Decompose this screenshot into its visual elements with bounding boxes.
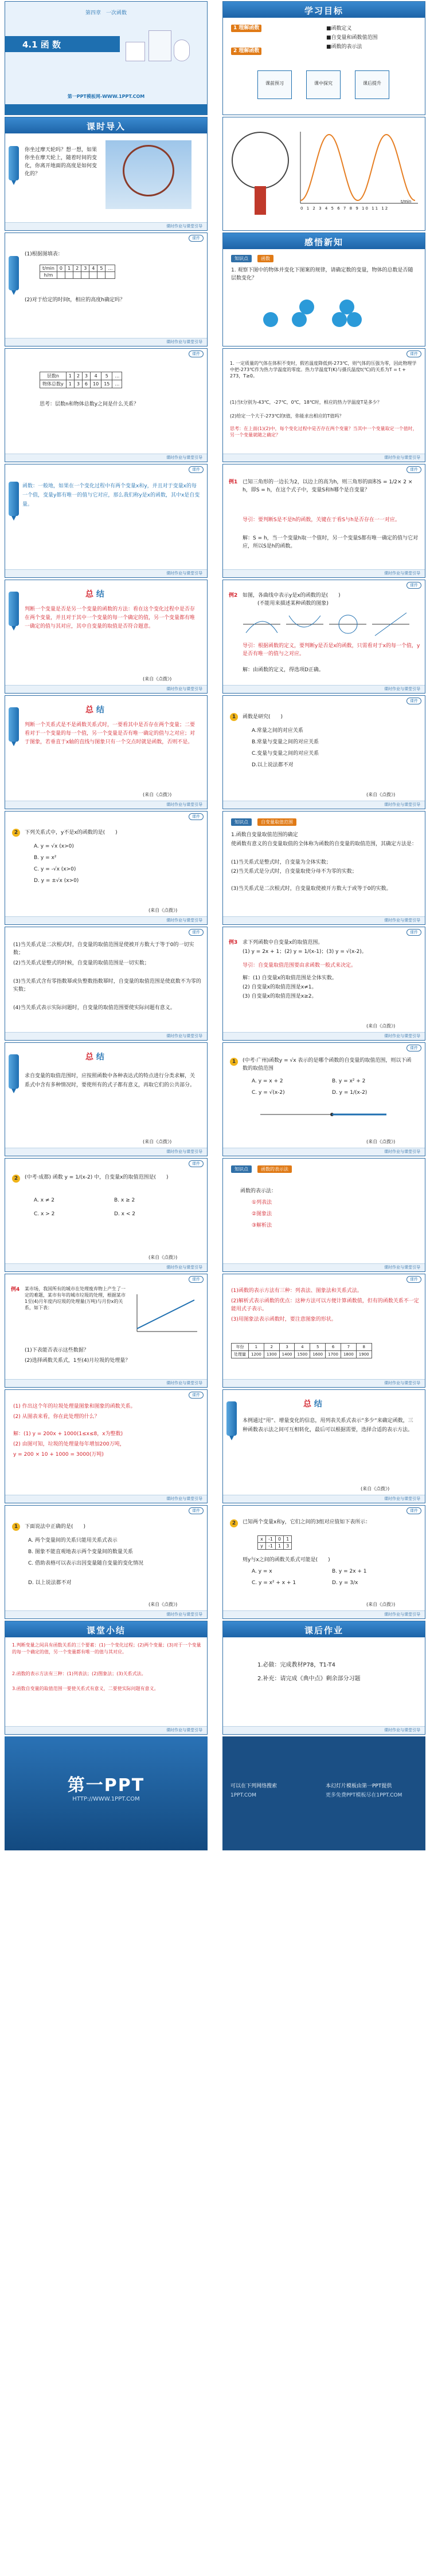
slide-28[interactable]: 课件 1 下面说法中正确的是( ) A. 两个变量间的关系只能用关系式表示 B. 图象不能直观地表示两个变量间的数量关系 C. 借助表格可以表示出因变量随自变量的变化情况 D. 以上说法都不对 (来自《点拨》) 课时作业与课堂引导: [5, 1505, 208, 1619]
trash-table: 年份 1 2 3 4 5 6 7 8 处理量 1200 1300 1400 1500 1600 1700 1800 1900: [231, 1343, 372, 1358]
slide-26[interactable]: 课件 (1) 作出这个年的垃圾处理量图象和图象的函数关系。 (2) 从图表来看，你在此处理的什么？ 解：(1) y = 200x + 1000(1≤x≤8，x为整数) (2) 由图可知，垃圾的处理量每年增加200万吨， y = 200 × 10 + 1000 = 3000(万吨) 课时作业与课堂引导: [5, 1389, 208, 1503]
source-note: (来自《点拨》): [366, 1139, 396, 1144]
option-d[interactable]: D. 以上说法都不对: [28, 1580, 72, 1586]
option-d[interactable]: D. x < 2: [114, 1211, 135, 1217]
info-slide: [222, 1736, 425, 1850]
tag-topic: 函数的表示法: [257, 1165, 292, 1173]
summary-title: 总 结: [85, 590, 104, 599]
solution-3: 解：(1) y = 200x + 1000(1≤x≤8，x为整数): [13, 1431, 123, 1437]
example-guide: 导引：要判断S是不是h的函数，关键在于看S与h是否存在一一对应。: [243, 517, 400, 523]
option-c[interactable]: C. y = √(x-2): [252, 1090, 285, 1096]
function-definition: 函数：一般地，如果在一个变化过程中有两个变量x和y，并且对于变量x的每一个值，变量y都有唯一的值与它对应，那么我们称y是x的函数，其中x是自变量。: [22, 483, 200, 507]
option-d[interactable]: D. y = ±√x (x>0): [34, 878, 79, 884]
solution-4: (2) 由图可知，垃圾的处理量每年增加200万吨，: [13, 1441, 125, 1447]
source-note: (来自《点拨》): [361, 1486, 390, 1491]
question-text: (中考·成都) 函数 y = 1/(x-2) 中，自变量x的取值范围是( ): [25, 1175, 169, 1180]
tag-knowledge: 知识点: [231, 1165, 252, 1173]
question-number: 2: [230, 1519, 238, 1527]
slide-31[interactable]: 课后作业 1.必做：完成教材P78，T1-T4 2.补充：请完成《典中点》剩余部分习题 课时作业与课堂引导: [222, 1621, 425, 1735]
homework-1: 1.必做：完成教材P78，T1-T4: [257, 1662, 335, 1668]
example-q2: (2)选择函数关系式，1至(4)月垃圾的处理量？: [25, 1358, 131, 1364]
box-3: 课后提升: [355, 70, 389, 99]
goal-item-2: ■自变量和函数值范围: [326, 35, 378, 41]
header-title: 感悟新知: [304, 237, 343, 247]
source-note: (来自《点拨》): [148, 908, 178, 913]
slide-27[interactable]: 总 结 本例通过“用”、增量变化的信息，用列表关系式表示“多少“来确定函数，三种函数表示法之间可互相转化，最后可以根据需要，选择合适的表示方法。 (来自《点拨》) 课时作业与课堂引导: [222, 1389, 425, 1503]
header-title: 课堂小结: [86, 1625, 126, 1636]
repr-3: ③解析法: [252, 1223, 272, 1228]
example-solution: 解：S = h，当一个变量h取一个值时，另一个变量S都有唯一确定的值与它对应，所以S是h的函数。: [243, 535, 419, 549]
summary-2: 2.函数的表示方法有三种：(1)列表法；(2)图象法；(3)关系式法。: [12, 1671, 146, 1676]
x-ticks: 0 1 2 3 4 5 6 7 8 9 10 11 12: [300, 206, 389, 211]
logs-illustration: [263, 289, 389, 329]
trash-bar-figure: [131, 1291, 200, 1337]
option-b[interactable]: B. x ≥ 2: [114, 1198, 135, 1203]
example-guide: 导引：自变量取值范围要由求函数一般式来决定。: [243, 963, 357, 968]
range-line-5: (3)当关系式是二次根式时，自变量取使被开方数大于或等于0的实数。: [231, 886, 392, 892]
tag-topic: 自变量取值范围: [257, 818, 296, 826]
slide-18[interactable]: 课件 (1)当关系式是二次根式时，自变量的取值范围是使被开方数大于等于0的一切实数； (2)当关系式是整式的时候，自变量的取值范围是一切实数； (3)当关系式含有零指数幂或负整数指数幂时，自变量的取值范围是使底数不为零的实数； (4)当关系式表示实际问题时，自变量的取值范围要使实际问题有意义。 课时作业与课堂引导: [5, 927, 208, 1041]
chapter-label: 第四章 一次函数: [85, 10, 127, 16]
temp-thinking: 思考：在上面(1)(2)中，每个变化过程中是否存在两个变量？当其中一个变量取定一个值时，另一个变量就随之确定？: [230, 426, 417, 438]
example-text: 某市场，我国所有的城市在处理废弃物上产生了一定的难题，某市有年的城市垃圾的处理，根据某市1至(4)月年度内垃圾的处理量(万吨)与月份x的关系，如下表：: [25, 1286, 126, 1310]
example-caption: (不能用来描述某种函数的图象): [257, 601, 329, 606]
summary-title: 总 结: [85, 1053, 104, 1062]
solution-5: y = 200 × 10 + 1000 = 3000(万吨): [13, 1452, 104, 1458]
tag-topic: 函数: [257, 255, 273, 262]
slide-3[interactable]: 课时导入 你坐过摩天轮吗？想一想，如果你坐在摩天轮上，随着时间的变化，你离开地面的高度是如何变化的？ 课时作业与课堂引导: [5, 117, 208, 231]
header-title: 学习目标: [304, 6, 343, 16]
question-number: 1: [12, 1523, 20, 1531]
summary-3: 3.函数自变量的取值范围一要使关系式有意义，二要使实际问题有意义。: [12, 1686, 159, 1691]
cubes-illustration: [120, 25, 194, 70]
axis-label: t/min: [401, 199, 412, 204]
pen-icon: [9, 1054, 19, 1089]
solution-2: (2) 从图表来看，你在此处理的什么？: [13, 1414, 100, 1420]
slide-6[interactable]: 课件 (1)根据图填表： t/min 0 1 2 3 4 5 … h/m (2)对于给定的时间t，相应的高度h确定吗？ 课时作业与课堂引导: [5, 233, 208, 346]
example-line-1: 求下列函数中自变量x的取值范围。: [243, 940, 323, 946]
header-title: 课后作业: [304, 1625, 343, 1636]
question-text: 下列关系式中，y不是x的函数的是( ): [25, 830, 118, 836]
option-b[interactable]: B.常量与变量之间的对应关系: [252, 739, 319, 745]
option-c[interactable]: C.变量与变量之间的对应关系: [252, 751, 319, 757]
header-bar: [5, 1621, 207, 1637]
option-a[interactable]: A.常量之间的对应关系: [252, 728, 303, 734]
question-number: 1: [230, 1058, 238, 1066]
option-c[interactable]: C. y = -√x (x>0): [34, 866, 76, 872]
goal-item-3: ■函数的表示法: [326, 44, 362, 50]
slide-8[interactable]: 课件 层数n 1 2 3 4 5 … 物体总数y 1 3 6 10 15 … 思考：层数n和物体总数y之间是什么关系？ 课时作业与课堂引导: [5, 348, 208, 462]
summary-title: 总 结: [303, 1400, 322, 1409]
question-text: (中考·广州)函数y = √x 表示的是哪个函数的自变量的取值范围，则以下函数的取值范围: [243, 1058, 412, 1072]
question-number: 2: [12, 829, 20, 837]
option-a[interactable]: A. x ≠ 2: [34, 1198, 55, 1203]
sub-question: 则y与x之间的函数关系式可能是( ): [243, 1557, 330, 1563]
brand-text: 第一PPT模板网-WWW.1PPT.COM: [67, 94, 145, 99]
rule-4: (4)当关系式表示实际问题时，自变量的取值范围要使实际问题有意义。: [13, 1005, 175, 1011]
option-b[interactable]: B. y = 2x + 1: [332, 1569, 367, 1574]
question-text: 下面说法中正确的是( ): [25, 1524, 86, 1530]
header-bar: [223, 233, 425, 249]
slide-21[interactable]: 课件 1 (中考·广州)函数y = √x 表示的是哪个函数的自变量的取值范围，则以下函数的取值范围 A. y = x + 2 B. y = x² + 2 C. y = √(x-2) D. y = 1/(x-2) (来自《点拨》) 课时作业与课堂引导: [222, 1042, 425, 1156]
summary-text: 判断一个关系式是不是函数关系式时，一要看其中是否存在两个变量；二要看对于一个变量的每一个值，另一个变量是否有唯一确定的值与之对应；对于图象，若垂直于x轴的直线与图象只有一个交点时就是函数，否则不是。: [25, 722, 196, 745]
example-solution: 解：由函数的定义，得选项D正确。: [243, 667, 324, 673]
goal-item-1: ■函数定义: [326, 26, 352, 31]
slide-30[interactable]: 课堂小结 1.判断变量之间具有函数关系的三个要素：(1)一个变化过程；(2)两个变量；(3)对于一个变量的每一个确定的值，另一个变量都有唯一的值与其对应。 2.函数的表示方法有三种：(1)列表法；(2)图象法；(3)关系式法。 3.函数自变量的取值范围一要使关系式有意义，二要使实际问题有意义。 课时作业与课堂引导: [5, 1621, 208, 1735]
slide-25[interactable]: 课件 (1)函数的表示方法有三种：列表法、图象法和关系式法。 (2)解析式表示函数的优点：这种方法可以方便计算函数值，但有的函数关系不一定能用式子表示。 (3)用图象法表示函数时，要注意图象的形状。 年份 1 2 3 4 5 6 7 8 处理量 1200 1300 1400 1500 1600 1700 1800 1900 课时作业与课堂引导: [222, 1274, 425, 1388]
slide-12[interactable]: 课件 例2 如图，各曲线中表示y是x的函数的是( ) (不能用来描述某种函数的图象) 导引：根据函数的定义，要判断y是否是x的函数，只需看对于x的每一个值，y是否有唯一的值与之对应。 解：由函数的定义，得选项D正确。 课时作业与课堂引导: [222, 580, 425, 694]
example-question: 如图，各曲线中表示y是x的函数的是( ): [243, 593, 341, 598]
option-b[interactable]: B. 图象不能直观地表示两个变量间的数量关系: [28, 1549, 133, 1555]
source-note: (来自《点拨》): [366, 1602, 396, 1607]
option-c[interactable]: C. x > 2: [34, 1211, 55, 1217]
option-c[interactable]: C. y = x² + x + 1: [252, 1580, 296, 1586]
pen-icon: [9, 256, 19, 290]
box-1: 课前预习: [257, 70, 292, 99]
example-q1: (1)下表能否表示这些数据？: [25, 1348, 89, 1353]
option-d[interactable]: D. y = 1/(x-2): [332, 1090, 368, 1096]
brand-slide: [5, 1736, 208, 1850]
range-line-4: (2)当关系式是分式时，自变量取使分母不为零的实数；: [231, 869, 357, 875]
option-b[interactable]: B. y = x²: [34, 855, 57, 861]
right-info-2: 更多免费PPT模板尽在1PPT.COM: [326, 1793, 402, 1798]
example-line-2: (1) y = 2x + 1；(2) y = 1/(x-1)；(3) y = √(x-2)。: [243, 949, 367, 955]
note-1: (1)函数的表示方法有三种：列表法、图象法和关系式法。: [231, 1288, 362, 1294]
example-sol-3: (3) 自变量x的取值范围是x≥2。: [243, 994, 317, 999]
header-bar: [5, 117, 207, 133]
slide-10[interactable]: 课件 函数：一般地，如果在一个变化过程中有两个变量x和y，并且对于变量x的每一个值，变量y都有唯一的值与它对应，那么我们称y是x的函数，其中x是自变量。 课时作业与课堂引导: [5, 464, 208, 578]
rule-2: (2)当关系式是整式的时候，自变量的取值范围是一切实数；: [13, 960, 150, 966]
slide-23[interactable]: 知识点 函数的表示法 函数的表示法： ①列表法 ②图象法 ③解析法 课时作业与课堂引导: [222, 1158, 425, 1272]
option-a[interactable]: A. y = x + 2: [252, 1078, 283, 1084]
source-note: (来自《点拨》): [148, 1255, 178, 1260]
left-info-2: 1PPT.COM: [230, 1793, 257, 1798]
slide-4[interactable]: [222, 117, 425, 231]
box-2: 课中探究: [306, 70, 341, 99]
example-tag: 例3: [229, 940, 238, 946]
header-bar: [223, 2, 425, 18]
tag-knowledge: 知识点: [231, 255, 252, 262]
pen-icon: [9, 707, 19, 742]
slide-24[interactable]: 课件 例4 某市场，我国所有的城市在处理废弃物上产生了一定的难题，某市有年的城市垃圾的处理，根据某市1至(4)月年度内垃圾的处理量(万吨)与月份x的关系，如下表： (1)下表能否表示这些数据？ (2)选择函数关系式，1至(4)月垃圾的处理量？ 课时作业与课堂引导: [5, 1274, 208, 1388]
pen-icon: [9, 592, 19, 626]
slide-17[interactable]: 知识点 自变量取值范围 1.函数自变量取值范围的确定 使函数有意义的自变量取值的全体称为函数的自变量的取值范围，其确定方法是： (1)当关系式是整式时，自变量为全体实数； (2)当关系式是分式时，自变量取使分母不为零的实数； (3)当关系式是二次根式时，自变量取使被开方数大于或等于0的实数。 课时作业与课堂引导: [222, 811, 425, 925]
goal1-chip: 1 理解函数: [231, 25, 261, 32]
brand-url: HTTP://WWW.1PPT.COM: [72, 1796, 140, 1802]
slide-16[interactable]: 课件 2 下列关系式中，y不是x的函数的是( ) A. y = √x (x>0) B. y = x² C. y = -√x (x>0) D. y = ±√x (x>0) (来自《点拨》) 课时作业与课堂引导: [5, 811, 208, 925]
example-line-1: 已知三角形的一边长为2，以边上的高为h，则三角形的面积S = 1/2× 2 × h，即S = h，在这个式子中，变量S和h哪个是自变量？: [243, 479, 413, 493]
option-d[interactable]: D.以上说法都不对: [252, 762, 294, 768]
layer-table: 层数n 1 2 3 4 5 … 物体总数y 1 3 6 10 15 …: [40, 372, 122, 388]
summary-text: 本例通过“用”、增量变化的信息，用列表关系式表示“多少“来确定函数，三种函数表示法之间可互相转化，最后可以根据需要，选择合适的表示方法。: [243, 1418, 413, 1433]
slide-9[interactable]: 课件 1. 一定质量的气体在体积不变时，假若温度降低到-273℃，则气体的压强为零，因此物理学中把-273℃作为热力学温度的零度。热力学温度T(K)与摄氏温度t(℃)的关系为T = t + 273，T≥0。 (1)当t分别为-43℃，-27℃，0℃，18℃时，相应的热力学温度T是多少？ (2)给定一个大于-273℃的t值，你能求出相应的T值吗？ 思考：在上面(1)(2)中，每个变化过程中是否存在两个变量？当其中一个变量取定一个值时，另一个变量就随之确定？ 课时作业与课堂引导: [222, 348, 425, 462]
repr-2: ②图象法: [252, 1211, 272, 1217]
slide-15[interactable]: 课件 1 函数是研究( ) A.常量之间的对应关系 B.常量与变量之间的对应关系 C.变量与变量之间的对应关系 D.以上说法都不对 (来自《点拨》) 课时作业与课堂引导: [222, 695, 425, 809]
observation-text: 1. 观察下图中的物体并变化下图案的规律，请确定数的变量，物体的总数是否随层数变化？: [231, 267, 413, 281]
question-number: 2: [12, 1175, 20, 1183]
header-bar: [223, 1621, 425, 1637]
example-tag: 例2: [229, 593, 238, 598]
homework-2: 2.补充：请完成《典中点》剩余部分习题: [257, 1676, 361, 1682]
slide-1[interactable]: [5, 1, 208, 115]
source-note: (来自《点拨》): [366, 1023, 396, 1029]
pen-icon: [226, 1401, 237, 1436]
slide-5[interactable]: [222, 233, 425, 346]
rule-1: (1)当关系式是二次根式时，自变量的取值范围是使被开方数大于等于0的一切实数；: [13, 942, 194, 956]
slide-20[interactable]: 总 结 求自变量的取值范围时，应按照函数中各种表达式的特点进行分类求解，关系式中含有多种情况时，要使所有的式子都有意义，再取它们的公共部分。 (来自《点拨》) 课时作业与课堂引导: [5, 1042, 208, 1156]
example-tag: 例1: [229, 479, 238, 485]
data-table: t/min 0 1 2 3 4 5 … h/m: [40, 265, 115, 279]
repr-heading: 函数的表示法：: [240, 1188, 277, 1194]
intro-text: 你坐过摩天轮吗？想一想，如果你坐在摩天轮上，随着时间的变化，你离开地面的高度是如何变化的？: [25, 147, 97, 177]
slide-title: 4.1 函 数: [22, 40, 61, 50]
range-line-1: 1.函数自变量取值范围的确定: [231, 832, 298, 838]
source-note: (来自《点拨》): [366, 792, 396, 797]
slide-11[interactable]: 课件 例1 已知三角形的一边长为2，以边上的高为h，则三角形的面积S = 1/2× 2 × h，即S = h，在这个式子中，变量S和h哪个是自变量？ 导引：要判断S是不是h的函数，关键在于看S与h是否存在一一对应。 解：S = h，当一个变量h取一个值时，另一个变量S都有唯一确定的值与它对应，所以S是h的函数。 课时作业与课堂引导: [222, 464, 425, 578]
left-info-1: 可以在下列网络搜索: [230, 1783, 277, 1789]
summary-text: 判断一个变量是否是另一个变量的函数的方法：看在这个变化过程中是否存在两个变量，并且对于其中一个变量的每一个确定的值，另一个变量都有唯一确定的值与其对应，其中自变量的取值是否符合题意。: [25, 606, 196, 629]
question-text: 函数是研究( ): [243, 714, 283, 720]
slide-2[interactable]: [222, 1, 425, 115]
slide-22[interactable]: 课件 2 (中考·成都) 函数 y = 1/(x-2) 中，自变量x的取值范围是( ) A. x ≠ 2 B. x ≥ 2 C. x > 2 D. x < 2 (来自《点拨》) 课时作业与课堂引导: [5, 1158, 208, 1272]
pen-icon: [9, 146, 19, 180]
temp-line-2: (1)当t分别为-43℃，-27℃，0℃，18℃时，相应的热力学温度T是多少？: [230, 400, 382, 405]
summary-title: 总 结: [85, 706, 104, 715]
example-tag: 例4: [11, 1287, 20, 1293]
note-3: (3)用图象法表示函数时，要注意图象的形状。: [231, 1317, 337, 1322]
brand-logo: 第一PPT: [67, 1775, 145, 1795]
source-note: (来自《点拨》): [143, 792, 172, 797]
question-number: 1: [230, 713, 238, 721]
option-d[interactable]: D. y = 3/x: [332, 1580, 358, 1586]
question-1: (1)根据图填表：: [25, 251, 63, 257]
solution-1: (1) 作出这个年的垃圾处理量图象和图象的函数关系。: [13, 1404, 136, 1409]
slide-14[interactable]: 总 结 判断一个关系式是不是函数关系式时，一要看其中是否存在两个变量；二要看对于一个变量的每一个值，另一个变量是否有唯一确定的值与之对应；对于图象，若垂直于x轴的直线与图象只有一个交点时就是函数，否则不是。 (来自《点拨》) 课时作业与课堂引导: [5, 695, 208, 809]
example-sol-1: 解：(1) 自变量x的取值范围是全体实数。: [243, 975, 337, 981]
ferris-wheel-photo: [105, 140, 191, 209]
slide-19[interactable]: 课件 例3 求下列函数中自变量x的取值范围。 (1) y = 2x + 1；(2) y = 1/(x-1)；(3) y = √(x-2)。 导引：自变量取值范围要由求函数一般式来决定。 解：(1) 自变量x的取值范围是全体实数。 (2) 自变量x的取值范围是x≠1。 (3) 自变量x的取值范围是x≥2。 (来自《点拨》) 课时作业与课堂引导: [222, 927, 425, 1041]
goal2-chip: 2 理解函数: [231, 48, 261, 55]
option-c[interactable]: C. 借助表格可以表示出因变量随自变量的变化情况: [28, 1561, 144, 1566]
ferris-diagram: [229, 129, 292, 215]
xy-table: x -1 0 1 y -1 1 3: [257, 1535, 292, 1550]
source-note: (来自《点拨》): [143, 1139, 172, 1144]
question-text: 已知两个变量x和y，它们之间的3组对应值如下表所示：: [243, 1519, 371, 1525]
repr-1: ①列表法: [252, 1200, 272, 1206]
question-2: (2)对于给定的时间t，相应的高度h确定吗？: [25, 297, 125, 303]
slide-13[interactable]: 总 结 判断一个变量是否是另一个变量的函数的方法：看在这个变化过程中是否存在两个变量，并且对于其中一个变量的每一个确定的值，另一个变量都有唯一确定的值与其对应，其中自变量的取值是否符合题意。 (来自《点拨》) 课时作业与课堂引导: [5, 580, 208, 694]
thinking-text: 思考：层数n和物体总数y之间是什么关系？: [40, 401, 139, 407]
range-line-2: 使函数有意义的自变量取值的全体称为函数的自变量的取值范围，其确定方法是：: [231, 841, 417, 847]
tag-knowledge: 知识点: [231, 818, 252, 826]
example-guide: 导引：根据函数的定义，要判断y是否是x的函数，只需看对于x的每一个值，y是否有唯一的值与之对应。: [243, 643, 420, 657]
option-a[interactable]: A. 两个变量间的关系只能用关系式表示: [28, 1538, 118, 1543]
number-line: [257, 1106, 389, 1123]
rule-3: (3)当关系式含有零指数幂或负整数指数幂时，自变量的取值范围是使底数不为零的实数；: [13, 979, 201, 992]
header-title: 课时导入: [86, 121, 126, 132]
option-a[interactable]: A. y = √x (x>0): [34, 844, 74, 849]
source-note: (来自《点拨》): [143, 676, 172, 682]
note-2: (2)解析式表示函数的优点：这种方法可以方便计算函数值，但有的函数关系不一定能用式子表示。: [231, 1298, 419, 1312]
example-sol-2: (2) 自变量x的取值范围是x≠1。: [243, 984, 317, 990]
slide-29[interactable]: 课件 2 已知两个变量x和y，它们之间的3组对应值如下表所示： x -1 0 1 y -1 1 3 则y与x之间的函数关系式可能是( ) A. y = x B. y = 2x + 1 C. y = x² + x + 1 D. y = 3/x (来自《点拨》) 课时作业与课堂引导: [222, 1505, 425, 1619]
pen-icon: [9, 482, 19, 516]
temp-line-3: (2)给定一个大于-273℃的t值，你能求出相应的T值吗？: [230, 413, 344, 419]
summary-1: 1.判断变量之间具有函数关系的三个要素：(1)一个变化过程；(2)两个变量；(3)对于一个变量的每一个确定的值，另一个变量都有唯一的值与其对应。: [12, 1643, 201, 1655]
curves-figure: [240, 610, 412, 639]
summary-text: 求自变量的取值范围时，应按照函数中各种表达式的特点进行分类求解，关系式中含有多种情况时，要使所有的式子都有意义，再取它们的公共部分。: [25, 1073, 196, 1088]
option-a[interactable]: A. y = x: [252, 1569, 272, 1574]
right-info-1: 本幻灯片模板由第一PPT提供: [326, 1783, 392, 1789]
option-b[interactable]: B. y = x² + 2: [332, 1078, 366, 1084]
source-note: (来自《点拨》): [148, 1602, 178, 1607]
temp-line-1: 1. 一定质量的气体在体积不变时，假若温度降低到-273℃，则气体的压强为零，因此物理学中把-273℃作为热力学温度的零度。热力学温度T(K)与摄氏温度t(℃)的关系为T = t + 273，T≥0。: [230, 361, 417, 379]
range-line-3: (1)当关系式是整式时，自变量为全体实数；: [231, 860, 331, 865]
